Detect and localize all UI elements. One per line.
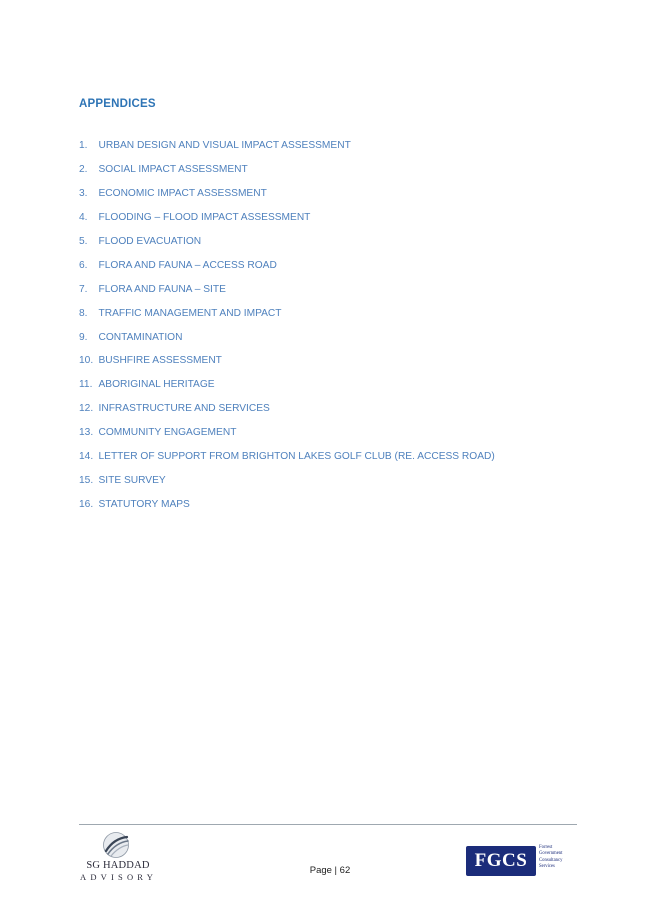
- item-number: 2.: [79, 164, 88, 176]
- fgcs-badge: FGCS: [466, 846, 536, 876]
- fgcs-line: Consultancy: [539, 857, 563, 863]
- item-number: 15.: [79, 474, 94, 486]
- appendices-heading: APPENDICES: [79, 98, 156, 110]
- appendix-item: [79, 206, 495, 230]
- item-number: 7.: [79, 283, 88, 295]
- appendix-item: [79, 158, 495, 182]
- item-number: 9.: [79, 331, 88, 343]
- item-title: SOCIAL IMPACT ASSESSMENT: [98, 164, 248, 176]
- appendix-item: [79, 230, 495, 254]
- appendix-item: [79, 134, 495, 158]
- appendix-item: [79, 253, 495, 277]
- item-title: INFRASTRUCTURE AND SERVICES: [98, 403, 270, 415]
- item-number: 14.: [79, 451, 94, 463]
- appendix-item: [79, 421, 495, 445]
- item-title: BUSHFIRE ASSESSMENT: [98, 355, 222, 367]
- item-number: 5.: [79, 236, 88, 247]
- item-title: TRAFFIC MANAGEMENT AND IMPACT: [98, 307, 282, 319]
- appendix-item: [79, 397, 495, 421]
- item-number: 13.: [79, 427, 94, 439]
- globe-swoosh-icon: [102, 831, 130, 859]
- item-number: 4.: [79, 212, 88, 224]
- item-title: LETTER OF SUPPORT FROM BRIGHTON LAKES GOLF CLUB (RE. ACCESS ROAD): [98, 451, 495, 463]
- item-title: COMMUNITY ENGAGEMENT: [98, 427, 237, 439]
- item-title: CONTAMINATION: [98, 331, 183, 343]
- item-number: 3.: [79, 188, 88, 200]
- item-title: ECONOMIC IMPACT ASSESSMENT: [98, 188, 267, 200]
- item-title: URBAN DESIGN AND VISUAL IMPACT ASSESSMENT: [98, 140, 351, 152]
- item-number: 12.: [79, 403, 94, 415]
- appendix-item: [79, 445, 495, 469]
- logo-name: SG HADDAD: [86, 860, 150, 871]
- appendix-item: [79, 182, 495, 206]
- item-number: 8.: [79, 307, 88, 319]
- appendix-item: [79, 301, 495, 325]
- item-title: FLOOD EVACUATION: [98, 236, 202, 247]
- footer-divider: [79, 824, 577, 825]
- fgcs-line: Services: [539, 863, 555, 869]
- appendix-list: [79, 134, 495, 516]
- item-number: 11.: [79, 379, 93, 391]
- page-number: Page | 62: [309, 865, 351, 876]
- item-title: STATUTORY MAPS: [98, 498, 190, 510]
- appendix-item: [79, 277, 495, 301]
- fgcs-subtitle: [539, 845, 579, 870]
- item-title: FLORA AND FAUNA – ACCESS ROAD: [98, 259, 277, 271]
- sg-haddad-logo: [80, 831, 156, 883]
- item-number: 16.: [79, 498, 94, 510]
- item-title: SITE SURVEY: [98, 474, 166, 486]
- item-number: 6.: [79, 259, 88, 271]
- appendix-item: [79, 349, 495, 373]
- appendix-item: [79, 492, 495, 516]
- item-number: 10.: [79, 355, 94, 367]
- item-title: FLOODING – FLOOD IMPACT ASSESSMENT: [98, 212, 311, 224]
- item-title: FLORA AND FAUNA – SITE: [98, 283, 226, 295]
- fgcs-line: Government: [539, 851, 563, 857]
- logo-tagline: ADVISORY: [80, 872, 158, 882]
- fgcs-logo: [466, 844, 578, 878]
- appendix-item: [79, 373, 495, 397]
- item-number: 1.: [79, 140, 88, 152]
- appendix-item: [79, 468, 495, 492]
- fgcs-line: Forrest: [539, 845, 553, 850]
- item-title: ABORIGINAL HERITAGE: [98, 379, 215, 391]
- appendix-item: [79, 325, 495, 349]
